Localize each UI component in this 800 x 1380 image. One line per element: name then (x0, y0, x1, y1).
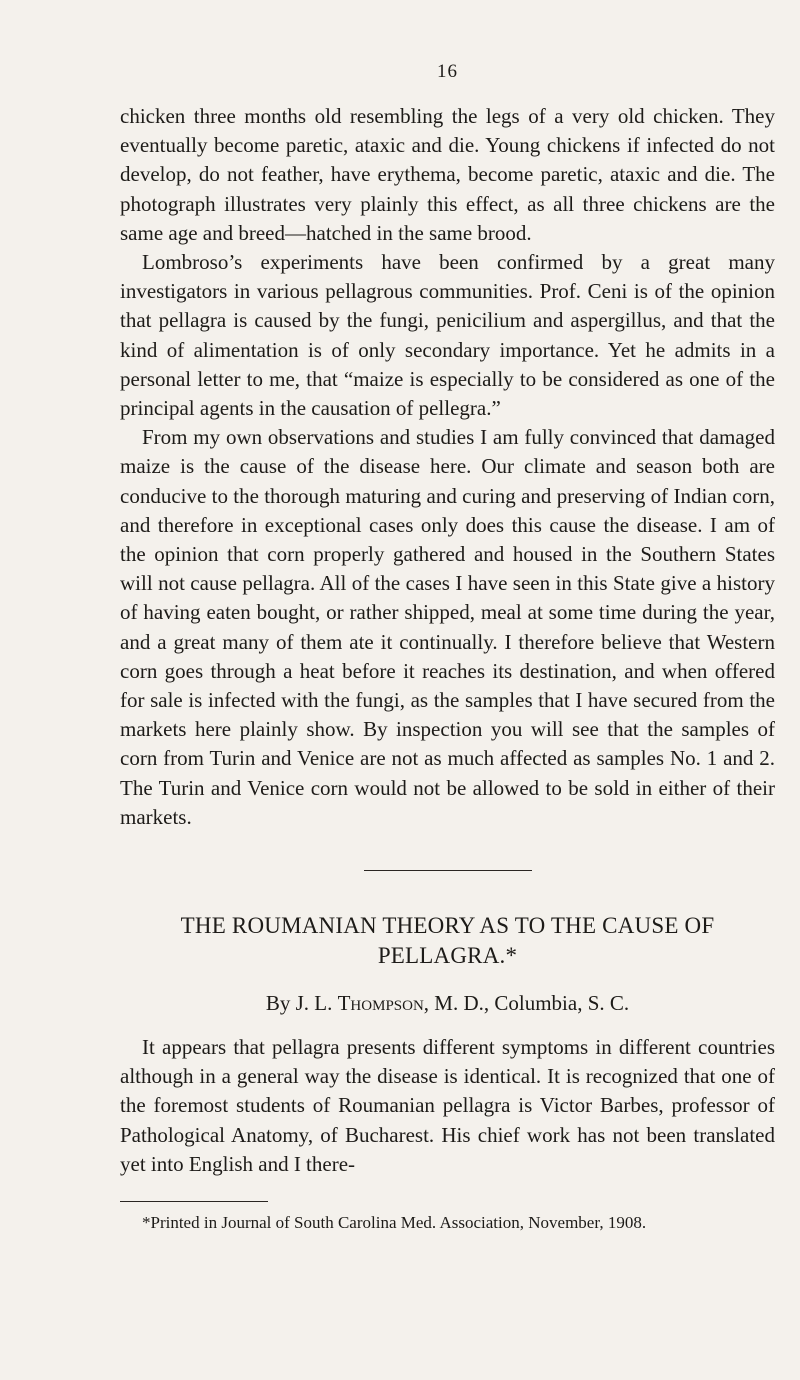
document-page (120, 60, 775, 1234)
section-divider (364, 870, 532, 871)
article-byline (120, 989, 775, 1017)
body-paragraph-3: From my own observations and studies I am fully convinced that damaged maize is the cause of the disease here. Our climate and season both are conducive to the thorough maturing and curing and preserving of Indian corn, and therefore in exceptional cases only does this cause the disease. I am of the opinion that corn properly gathered and housed in the Southern States will not cause pellagra. All of the cases I have seen in this State give a history of having eaten bought, or rather shipped, meal at some time during the year, and a great many of them ate it continually. I therefore believe that Western corn goes through a heat before it reaches its destination, and when offered for sale is infected with the fungi, as the samples that I have secured from the markets here plainly show. By inspection you will see that the samples of corn from Turin and Venice are not as much affected as samples No. 1 and 2. The Turin and Venice corn would not be allowed to be sold in either of their markets. (120, 425, 775, 829)
footnote-divider (120, 1201, 268, 1202)
page-number: 16 (437, 61, 458, 82)
article-paragraph-1: It appears that pellagra presents different symptoms in different countries although in a general way the disease is identical. It is recognized that one of the foremost students of Roumanian pellagra is Victor Barbes, professor of Pathological Anatomy, of Bucharest. His chief work has not been translated yet into English and I there- (120, 1035, 775, 1176)
article-title: THE ROUMANIAN THEORY AS TO THE CAUSE OF PELLAGRA.* (180, 913, 715, 969)
byline-author-name: Thompson (337, 991, 424, 1016)
byline-prefix: By J. L. (265, 991, 333, 1016)
footnote: *Printed in Journal of South Carolina Med. Association, November, 1908. (142, 1213, 647, 1233)
byline-suffix: , M. D., Columbia, S. C. (423, 991, 630, 1016)
body-paragraph-1: chicken three months old resembling the legs of a very old chicken. They eventually become paretic, ataxic and die. Young chickens if infected do not develop, do not feather, have erythema, become paretic, ataxic and die. The photograph illustrates very plainly this effect, as all three chickens are the same age and breed—hatched in the same brood. (120, 104, 775, 245)
body-paragraph-2: Lombroso’s experiments have been confirmed by a great many investigators in various pellagrous communities. Prof. Ceni is of the opinion that pellagra is caused by the fungi, penicilium and aspergillus, and that the kind of alimentation is of only secondary importance. Yet he admits in a personal letter to me, that “maize is especially to be considered as one of the principal agents in the causation of pellegra.” (120, 250, 775, 421)
